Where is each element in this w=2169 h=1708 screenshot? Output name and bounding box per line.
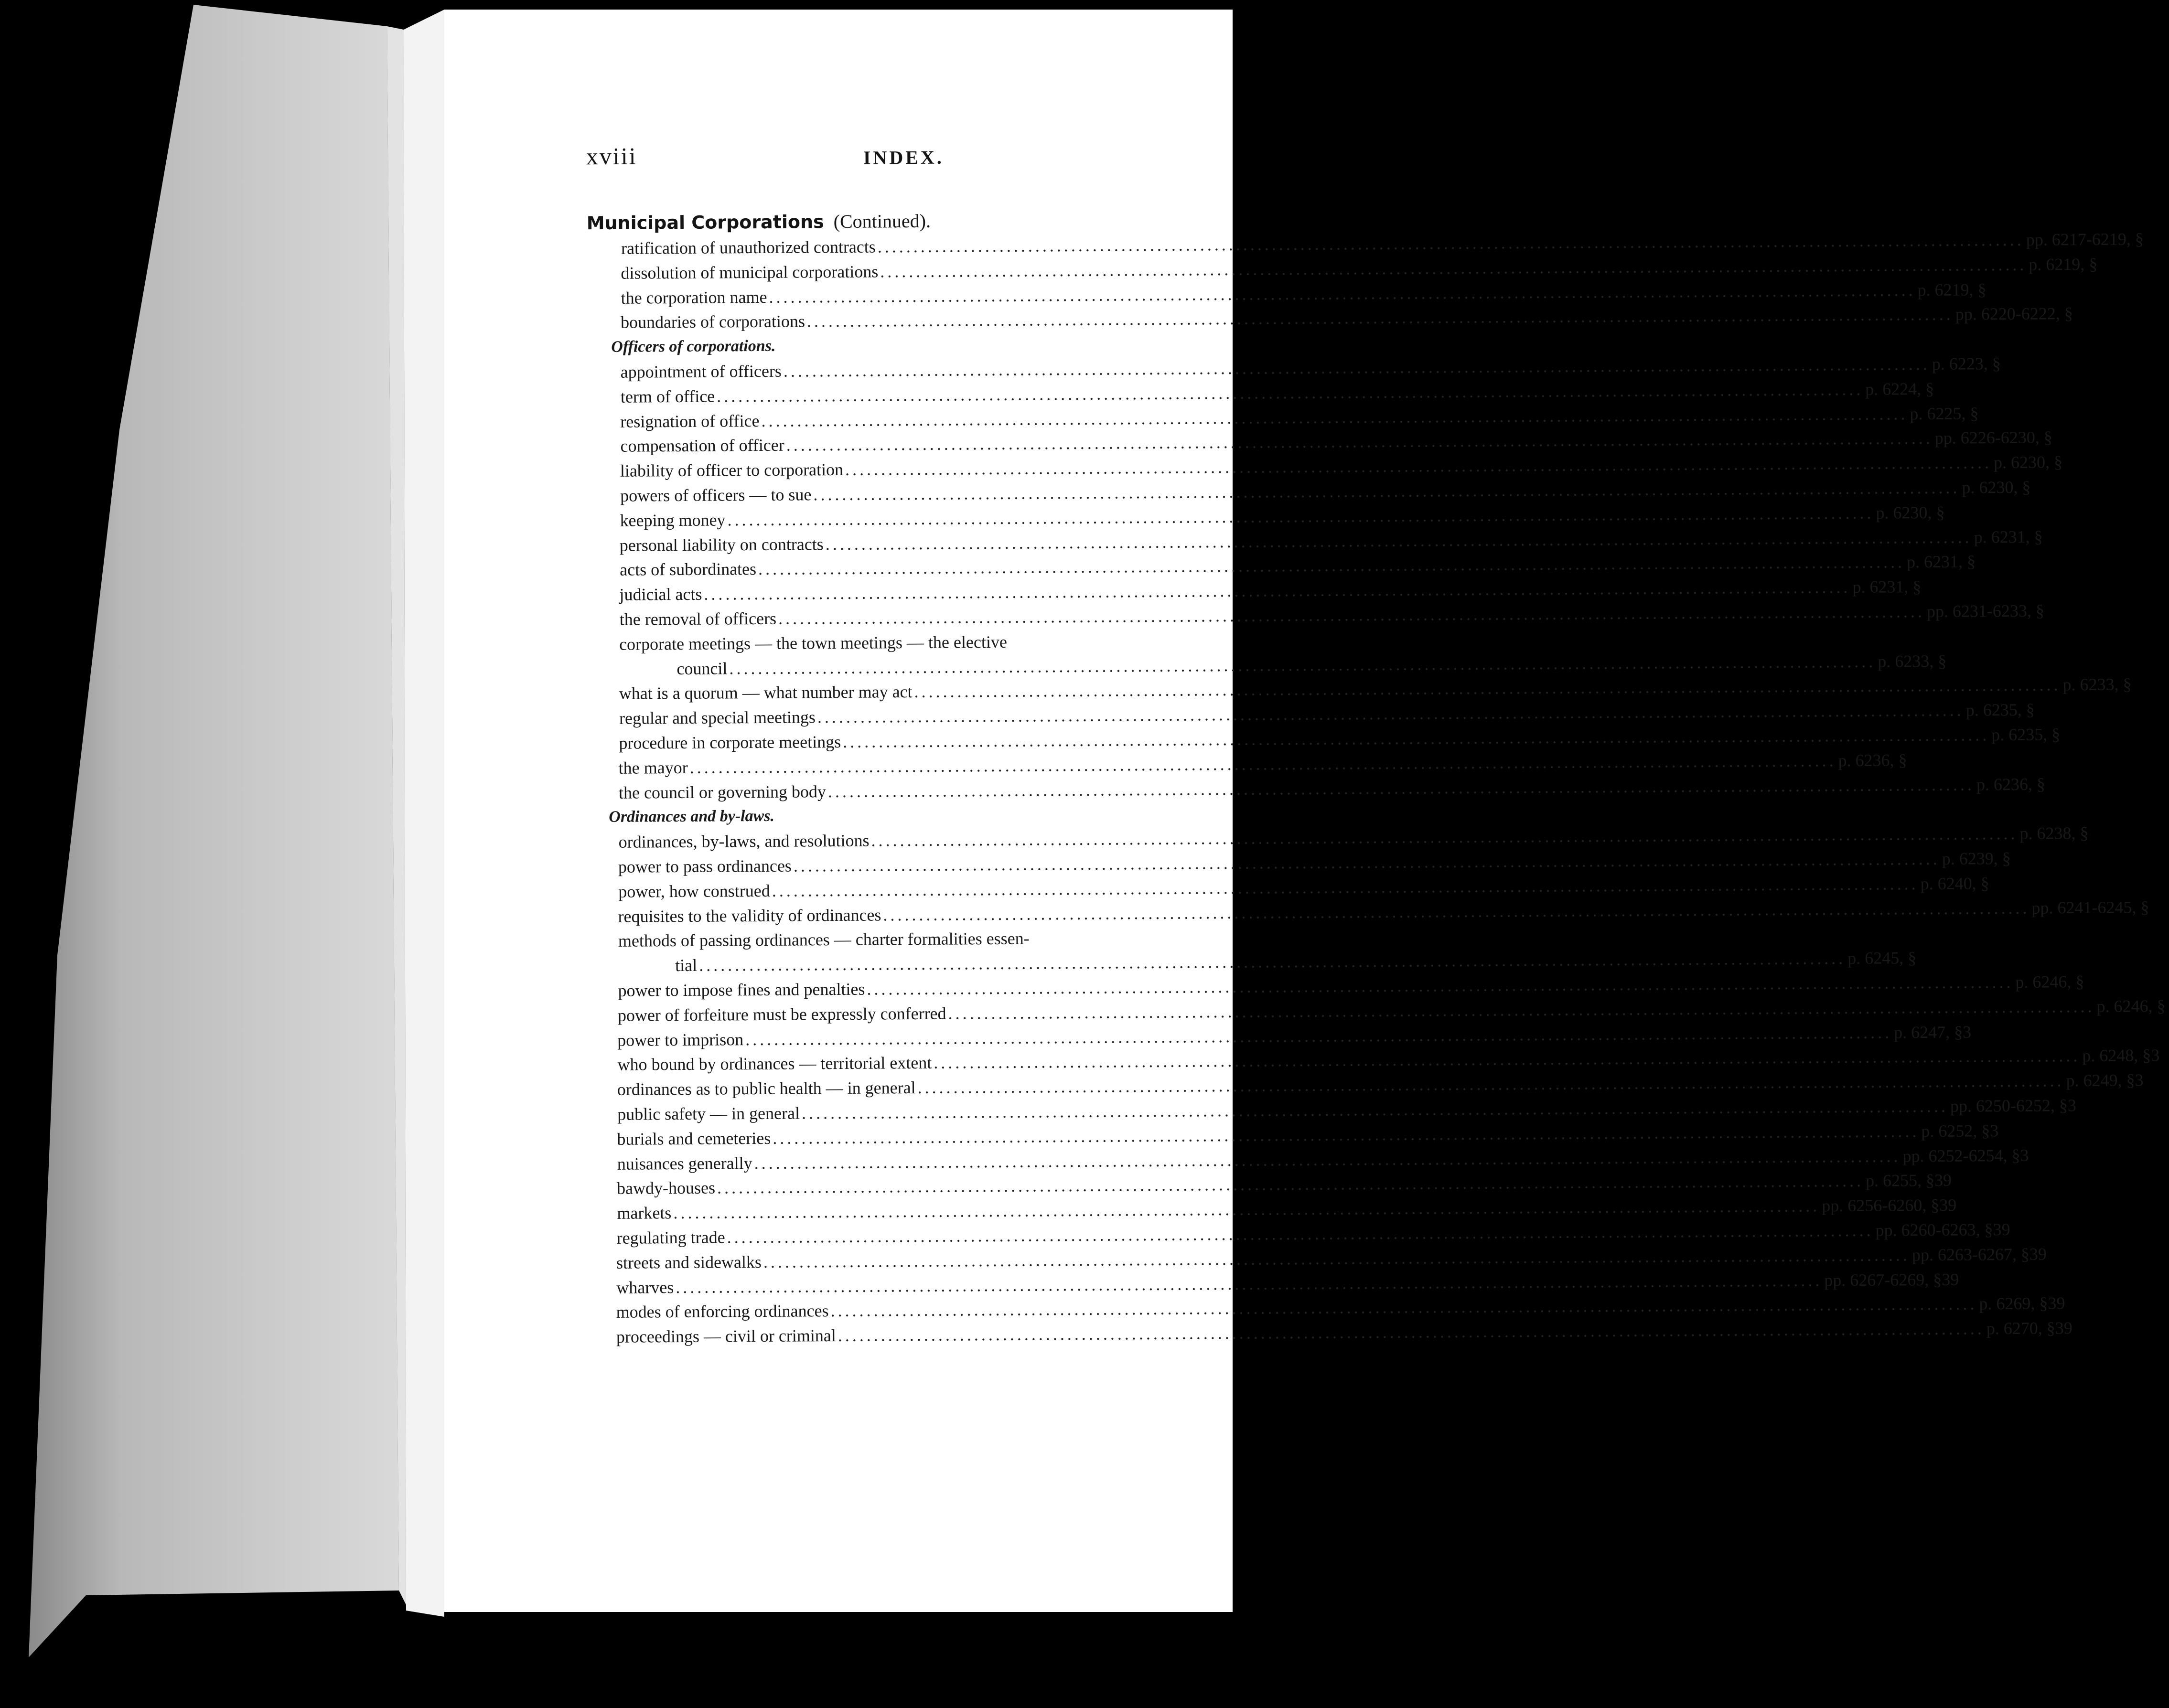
- index-entry: [617, 1121, 1999, 1152]
- index-entry: [619, 725, 2061, 756]
- entry-text: public safety — in general: [617, 1103, 800, 1124]
- entry-text: ratification of unauthorized contracts: [621, 237, 876, 258]
- index-subhead: Officers of corporations.: [611, 337, 776, 356]
- page-number: xviii: [586, 142, 637, 170]
- entry-page-ref: pp. 6256-6260, §39: [1822, 1195, 1957, 1216]
- entry-page-ref: p. 6236, §: [1838, 750, 1907, 770]
- entry-text: personal liability on contracts: [619, 534, 824, 555]
- index-entry: [618, 750, 1907, 780]
- dot-leader: ................................................................................................................................................................: [801, 1096, 1949, 1123]
- entry-text: regulating trade: [616, 1228, 725, 1248]
- dot-leader: ................................................................................................................................................................: [934, 1046, 2081, 1073]
- index-entry: [617, 1022, 1972, 1052]
- index-entry: [676, 651, 1947, 681]
- dot-leader: ................................................................................................................................................................: [883, 898, 2030, 925]
- dot-leader: ................................................................................................................................................................: [877, 230, 2024, 256]
- entry-page-ref: pp. 6252-6254, §3: [1902, 1145, 2029, 1165]
- entry-page-ref: p. 6238, §: [2019, 823, 2089, 843]
- dot-leader: ................................................................................................................................................................: [917, 1071, 2064, 1098]
- dot-leader: ................................................................................................................................................................: [727, 503, 1874, 530]
- index-entry: [620, 354, 2001, 384]
- index-entry: [616, 1293, 2065, 1324]
- entry-text: the council or governing body: [618, 781, 827, 802]
- entry-page-ref: p. 6231, §: [1974, 527, 2043, 547]
- entry-text: acts of subordinates: [620, 559, 757, 580]
- dot-leader: ................................................................................................................................................................: [729, 651, 1876, 678]
- index-page: [444, 10, 2166, 1612]
- dot-leader: ................................................................................................................................................................: [793, 849, 1940, 875]
- dot-leader: ................................................................................................................................................................: [758, 552, 1905, 579]
- dot-leader: ................................................................................................................................................................: [827, 775, 1975, 801]
- entry-text: term of office: [620, 386, 715, 406]
- entry-text: who bound by ordinances — territorial extent: [617, 1053, 932, 1075]
- index-entry: [621, 254, 2098, 286]
- entry-text: the removal of officers: [619, 608, 777, 629]
- entry-page-ref: p. 6255, §39: [1865, 1171, 1952, 1191]
- dot-leader: ................................................................................................................................................................: [717, 379, 1864, 406]
- dot-leader: ................................................................................................................................................................: [769, 280, 1916, 307]
- entry-text: power to pass ordinances: [618, 856, 792, 876]
- entry-page-ref: p. 6235, §: [1991, 725, 2061, 745]
- entry-page-ref: p. 6233, §: [1878, 651, 1947, 671]
- entry-text: power to imprison: [617, 1029, 744, 1050]
- entry-text: requisites to the validity of ordinances: [618, 905, 881, 926]
- entry-page-ref: p. 6245, §: [1847, 948, 1917, 968]
- index-entry: [618, 849, 2011, 879]
- entry-page-ref: p. 6230, §: [1962, 477, 2031, 497]
- entry-page-ref: p. 6223, §: [1932, 354, 2001, 374]
- entry-page-ref: pp. 6231-6233, §: [1926, 601, 2045, 621]
- dot-leader: ................................................................................................................................................................: [838, 1319, 1985, 1345]
- index-entry: [620, 502, 1945, 533]
- entry-text: liability of officer to corporation: [620, 460, 844, 480]
- entry-text: compensation of officer: [620, 436, 784, 456]
- entry-text: appointment of officers: [620, 361, 782, 382]
- entry-text: markets: [617, 1203, 672, 1223]
- index-entries: [444, 5, 2166, 1612]
- dot-leader: ................................................................................................................................................................: [778, 602, 1925, 628]
- entry-text: council: [676, 659, 728, 678]
- entry-text: wharves: [616, 1277, 674, 1297]
- entry-page-ref: p. 6270, §39: [1986, 1318, 2072, 1338]
- dot-leader: ................................................................................................................................................................: [813, 478, 1960, 504]
- entry-page-ref: p. 6230, §: [1993, 452, 2063, 472]
- entry-text: dissolution of municipal corporations: [621, 262, 879, 283]
- entry-text: power, how construed: [618, 881, 770, 901]
- index-entry: [618, 897, 2149, 929]
- entry-text: nuisances generally: [617, 1153, 752, 1174]
- entry-text: what is a quorum — what number may act: [619, 682, 913, 704]
- entry-page-ref: p. 6231, §: [1906, 552, 1976, 572]
- entry-text: powers of officers — to sue: [620, 485, 812, 505]
- entry-page-ref: p. 6246, §: [2096, 996, 2166, 1016]
- entry-page-ref: p. 6239, §: [1942, 849, 2011, 868]
- index-entry: [620, 403, 1979, 434]
- entry-text: the mayor: [618, 758, 688, 778]
- entry-text: burials and cemeteries: [617, 1128, 771, 1149]
- entry-page-ref: p. 6219, §: [2029, 254, 2098, 274]
- index-entry: [619, 601, 2045, 632]
- index-entry: [618, 774, 2045, 805]
- index-entry: [616, 1318, 2072, 1349]
- entry-page-ref: p. 6247, §3: [1893, 1022, 1972, 1042]
- index-entry: [619, 577, 1922, 607]
- dot-leader: ................................................................................................................................................................: [871, 824, 2018, 850]
- index-entry: [616, 1220, 2010, 1250]
- dot-leader: ................................................................................................................................................................: [845, 453, 1992, 480]
- index-entry: [618, 874, 1989, 904]
- dot-leader: ................................................................................................................................................................: [699, 949, 1846, 975]
- entry-page-ref: pp. 6263-6267, §39: [1911, 1244, 2047, 1265]
- dot-leader: ................................................................................................................................................................: [763, 1245, 1911, 1271]
- entry-page-ref: p. 6240, §: [1920, 874, 1989, 893]
- entry-text: procedure in corporate meetings: [619, 732, 841, 753]
- entry-page-ref: pp. 6241-6245, §: [2031, 897, 2149, 918]
- index-entry: [620, 552, 1976, 582]
- entry-page-ref: p. 6224, §: [1865, 379, 1934, 399]
- index-entry: [618, 972, 2084, 1003]
- heading-main: Municipal Corporations: [586, 211, 824, 234]
- index-entry: [618, 823, 2089, 854]
- index-entry: [617, 996, 2166, 1028]
- index-subhead: Ordinances and by-laws.: [609, 807, 775, 826]
- entry-text: proceedings — civil or criminal: [616, 1326, 836, 1347]
- index-entry: [621, 229, 2144, 261]
- index-entry: [617, 1145, 2029, 1176]
- index-entry: [621, 279, 1986, 310]
- dot-leader: ................................................................................................................................................................: [704, 577, 1851, 604]
- entry-page-ref: pp. 6226-6230, §: [1934, 427, 2052, 448]
- index-entry: [619, 527, 2043, 557]
- dot-leader: ................................................................................................................................................................: [676, 1270, 1823, 1297]
- dot-leader: ................................................................................................................................................................: [754, 1146, 1901, 1173]
- index-entry: [675, 948, 1917, 978]
- entry-text: resignation of office: [620, 411, 760, 431]
- dot-leader: ................................................................................................................................................................: [783, 354, 1930, 381]
- dot-leader: ................................................................................................................................................................: [825, 527, 1972, 554]
- index-entry: [619, 700, 2035, 731]
- index-entry: [620, 427, 2052, 459]
- entry-page-ref: p. 6225, §: [1910, 403, 1979, 423]
- dot-leader: ................................................................................................................................................................: [772, 874, 1919, 900]
- index-entry: [620, 452, 2063, 483]
- entry-page-ref: pp. 6217-6219, §: [2026, 229, 2144, 249]
- dot-leader: ................................................................................................................................................................: [880, 255, 2027, 281]
- entry-page-ref: p. 6249, §3: [2066, 1070, 2144, 1090]
- entry-page-ref: p. 6236, §: [1976, 774, 2045, 794]
- dot-leader: ................................................................................................................................................................: [786, 428, 1933, 455]
- entry-text: streets and sidewalks: [616, 1252, 762, 1272]
- dot-leader: ................................................................................................................................................................: [806, 305, 1954, 331]
- entry-text: ordinances as to public health — in general: [617, 1078, 916, 1100]
- dot-leader: ................................................................................................................................................................: [745, 1023, 1892, 1049]
- dot-leader: ................................................................................................................................................................: [717, 1171, 1864, 1197]
- dot-leader: ................................................................................................................................................................: [727, 1220, 1874, 1247]
- entry-text: regular and special meetings: [619, 707, 816, 728]
- entry-page-ref: p. 6248, §3: [2082, 1046, 2160, 1066]
- index-entry: [617, 1096, 2077, 1127]
- entry-text: bawdy-houses: [616, 1178, 716, 1198]
- dot-leader: ................................................................................................................................................................: [914, 675, 2061, 702]
- entry-text: boundaries of corporations: [620, 311, 805, 332]
- index-entry: [619, 674, 2132, 706]
- index-entry: [616, 1270, 1959, 1300]
- entry-text: keeping money: [620, 510, 726, 530]
- index-entry: [617, 1195, 1957, 1226]
- entry-text: power to impose fines and penalties: [618, 979, 865, 1000]
- entry-text: methods of passing ordinances — charter formalities essen-: [618, 929, 1030, 951]
- entry-page-ref: p. 6269, §39: [1979, 1293, 2065, 1313]
- entry-page-ref: p. 6231, §: [1852, 577, 1922, 597]
- entry-page-ref: p. 6252, §3: [1921, 1121, 1999, 1141]
- entry-text: ordinances, by-laws, and resolutions: [618, 831, 870, 852]
- heading-note: (Continued).: [833, 210, 931, 233]
- index-entry: [617, 1046, 2160, 1077]
- entry-page-ref: pp. 6220-6222, §: [1955, 304, 2073, 324]
- dot-leader: ................................................................................................................................................................: [689, 751, 1836, 777]
- entry-text: modes of enforcing ordinances: [616, 1301, 829, 1322]
- entry-page-ref: pp. 6250-6252, §3: [1950, 1096, 2077, 1116]
- index-entry: [620, 304, 2073, 335]
- dot-leader: ................................................................................................................................................................: [817, 700, 1964, 727]
- index-entry: [620, 379, 1934, 409]
- entry-text: power of forfeiture must be expressly conferred: [617, 1003, 946, 1025]
- entry-text: tial: [675, 955, 698, 975]
- index-entry: [619, 629, 1236, 657]
- page-title: INDEX.: [863, 146, 944, 169]
- dot-leader: ................................................................................................................................................................: [948, 996, 2095, 1023]
- index-entry: [616, 1244, 2047, 1275]
- dot-leader: ................................................................................................................................................................: [830, 1294, 1977, 1321]
- dot-leader: ................................................................................................................................................................: [761, 404, 1908, 430]
- index-entry: [617, 1070, 2144, 1102]
- dot-leader: ................................................................................................................................................................: [673, 1196, 1820, 1223]
- dot-leader: ................................................................................................................................................................: [843, 725, 1990, 751]
- entry-page-ref: p. 6219, §: [1917, 279, 1986, 299]
- index-entry: [616, 1171, 1952, 1201]
- index-entry: [620, 477, 2031, 508]
- entry-page-ref: pp. 6267-6269, §39: [1824, 1270, 1959, 1290]
- dot-leader: ................................................................................................................................................................: [867, 972, 2014, 999]
- entry-text: the corporation name: [621, 287, 767, 308]
- entry-page-ref: p. 6233, §: [2062, 674, 2132, 694]
- entry-page-ref: p. 6235, §: [1965, 700, 2035, 720]
- index-entry: [618, 926, 1238, 953]
- entry-page-ref: pp. 6260-6263, §39: [1875, 1220, 2010, 1240]
- entry-text: judicial acts: [619, 584, 702, 604]
- entry-text: corporate meetings — the town meetings — the elective: [619, 632, 1007, 654]
- entry-page-ref: p. 6246, §: [2015, 972, 2084, 992]
- entry-page-ref: p. 6230, §: [1876, 502, 1945, 523]
- dot-leader: ................................................................................................................................................................: [773, 1121, 1920, 1148]
